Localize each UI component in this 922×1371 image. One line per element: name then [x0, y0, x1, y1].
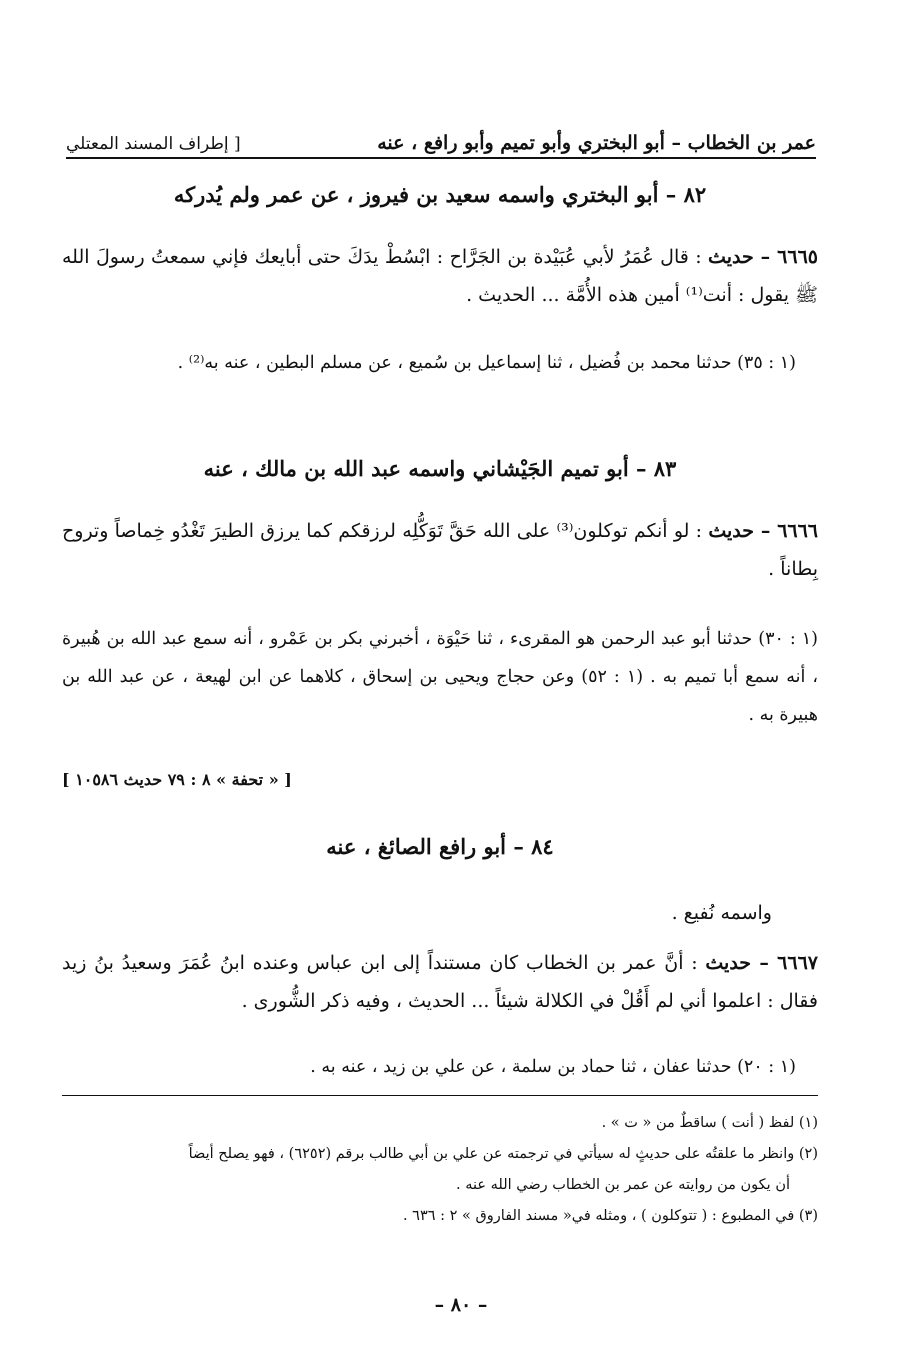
hadith-text: : لو أنكم توكلون⁽³⁾ على الله حَقَّ تَوَكُّلِه لرزقكم كما يرزق الطيرَ تَغْدُو خِماصاً وتروح بِطاناً . [62, 520, 818, 580]
footnote-2-continued: أن يكون من روايته عن عمر بن الخطاب رضي الله عنه . [456, 1177, 790, 1193]
isnad-6665: (١ : ٣٥) حدثنا محمد بن فُضيل ، ثنا إسماعيل بن سُميع ، عن مسلم البطين ، عنه به⁽²⁾ . [177, 353, 796, 373]
hadith-number: ٦٦٦٦ – حديث [708, 520, 819, 542]
hadith-6665 [62, 238, 818, 314]
hadith-text: : أنَّ عمر بن الخطاب كان مستنداً إلى ابن عباس وعنده ابنُ عُمَرَ وسعيدُ بنُ زيد فقال : اعلموا أني لم أَقُلْ في الكلالة شيئاً ... الحديث ، وفيه ذكر الشُّورى . [62, 952, 818, 1012]
running-header [66, 122, 816, 159]
page-number: – ٨٠ – [434, 1294, 488, 1316]
hadith-text: : قال عُمَرُ لأبي عُبَيْدة بن الجَرَّاح : ابْسُطْ يدَكَ حتى أبايعك فإني سمعتُ رسولَ الله ﷺ يقول : أنت⁽¹⁾ أمين هذه الأُمَّة ... الحديث . [62, 246, 818, 306]
hadith-number: ٦٦٦٥ – حديث [708, 246, 818, 268]
footnote-1: (١) لفظ ( أنت ) ساقطٌ من « ت » . [601, 1115, 818, 1131]
hadith-6666 [62, 512, 818, 588]
isnad-6667: (١ : ٢٠) حدثنا عفان ، ثنا حماد بن سلمة ، عن علي بن زيد ، عنه به . [310, 1057, 796, 1077]
footnote-3: (٣) في المطبوع : ( تتوكلون ) ، ومثله في« مسند الفاروق » ٢ : ٦٣٦ . [402, 1208, 818, 1224]
section-heading-84: ٨٤ – أبو رافع الصائغ ، عنه [326, 834, 554, 859]
hadith-number: ٦٦٦٧ – حديث [705, 952, 818, 974]
footnote-2: (٢) وانظر ما علقتُه على حديثٍ له سيأتي في ترجمته عن علي بن أبي طالب برقم (٦٢٥٢) ، فهو يصلح أيضاً [188, 1146, 818, 1162]
section-heading-82: ٨٢ – أبو البختري واسمه سعيد بن فيروز ، عن عمر ولم يُدركه [173, 182, 707, 207]
hadith-6667 [62, 944, 818, 1020]
section-note: واسمه نُفيع . [671, 902, 772, 924]
tuhfa-reference: [ « تحفة » ٨ : ٧٩ حديث ١٠٥٨٦ ] [62, 770, 292, 789]
header-book-title: [ إطراف المسند المعتلي [66, 134, 241, 154]
footnotes [62, 1095, 818, 1232]
isnad-6666: (١ : ٣٠) حدثنا أبو عبد الرحمن هو المقرىء ، ثنا حَيْوَة ، أخبرني بكر بن عَمْرو ، أنه سمع عبد الله بن هُبيرة ، أنه سمع أبا تميم به . (١ : ٥٢) وعن حجاج ويحيى بن إسحاق ، كلاهما عن ابن لهيعة ، عن عبد الله بن هبيرة به . [62, 629, 819, 725]
header-title: عمر بن الخطاب – أبو البختري وأبو تميم وأبو رافع ، عنه [377, 132, 816, 154]
section-heading-83: ٨٣ – أبو تميم الجَيْشاني واسمه عبد الله بن مالك ، عنه [203, 456, 677, 481]
